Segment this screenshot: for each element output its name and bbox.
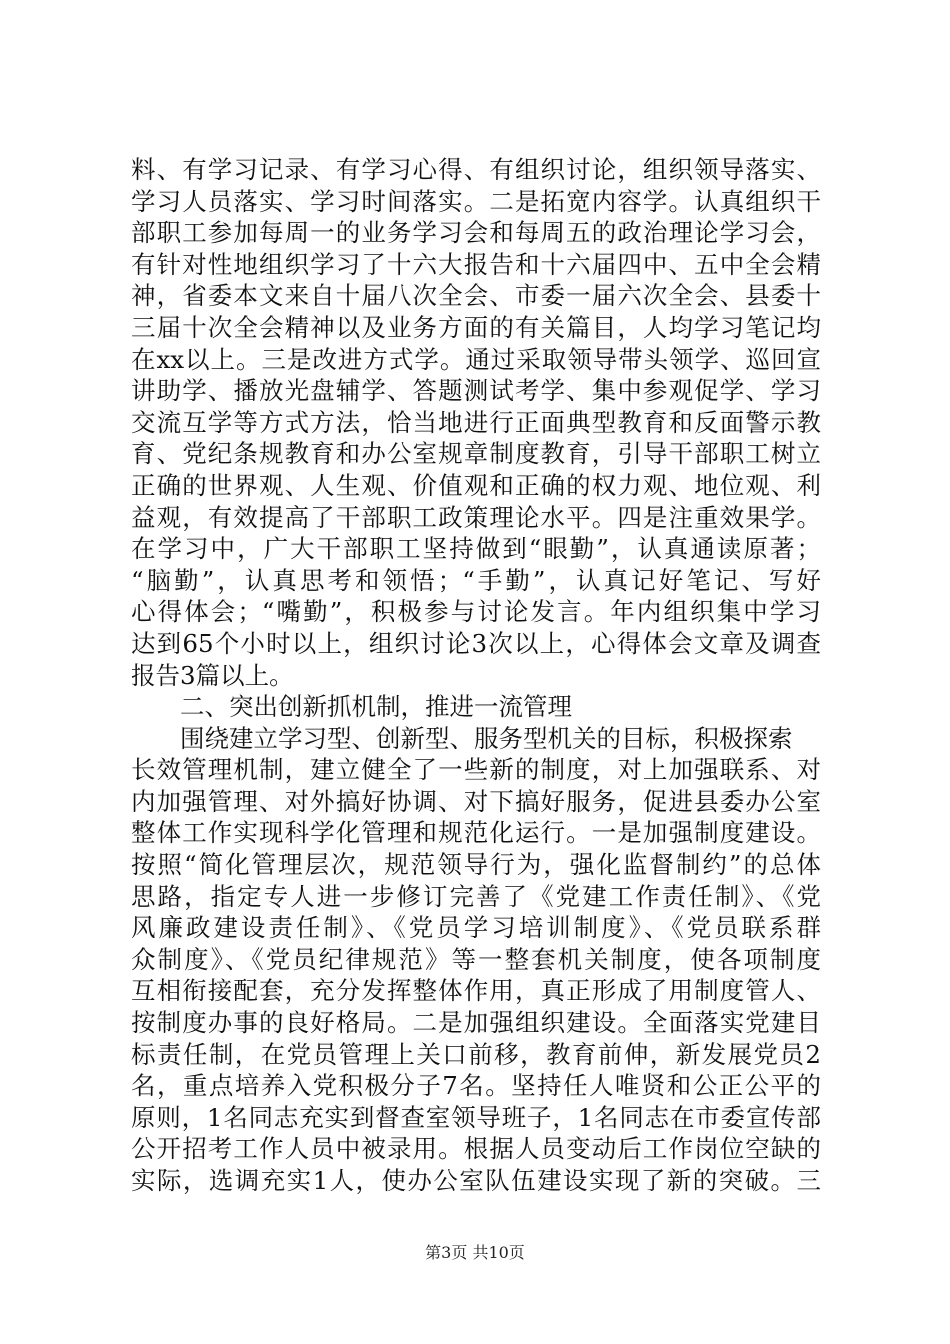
body-line: 按制度办事的良好格局。二是加强组织建设。全面落实党建目 xyxy=(131,1008,821,1038)
section-heading: 二、突出创新抓机制，推进一流管理 xyxy=(180,692,572,722)
body-line: 学习人员落实、学习时间落实。二是拓宽内容学。认真组织干 xyxy=(131,186,821,216)
page-number-footer: 第3页 共10页 xyxy=(425,1243,525,1262)
body-line: 育、党纪条规教育和办公室规章制度教育，引导干部职工树立 xyxy=(131,439,821,469)
body-line: 心得体会；“嘴勤”，积极参与讨论发言。年内组织集中学习 xyxy=(131,597,821,627)
body-line: 思路，指定专人进一步修订完善了《党建工作责任制》、《党 xyxy=(131,881,821,911)
body-line: 众制度》、《党员纪律规范》等一整套机关制度，使各项制度 xyxy=(131,944,821,974)
body-line: 按照“简化管理层次，规范领导行为，强化监督制约”的总体 xyxy=(131,850,821,880)
body-line: 公开招考工作人员中被录用。根据人员变动后工作岗位空缺的 xyxy=(131,1134,821,1164)
body-line: 正确的世界观、人生观、价值观和正确的权力观、地位观、利 xyxy=(131,470,821,500)
body-line: 讲助学、播放光盘辅学、答题测试考学、集中参观促学、学习 xyxy=(131,376,821,406)
body-line: 风廉政建设责任制》、《党员学习培训制度》、《党员联系群 xyxy=(131,913,821,943)
document-body xyxy=(131,154,821,1197)
body-line: 交流互学等方式方法，恰当地进行正面典型教育和反面警示教 xyxy=(131,407,821,437)
body-line: 达到65个小时以上，组织讨论3次以上，心得体会文章及调查 xyxy=(131,628,821,658)
body-line: 围绕建立学习型、创新型、服务型机关的目标，积极探索 xyxy=(180,723,793,753)
body-line: 内加强管理、对外搞好协调、对下搞好服务，促进县委办公室 xyxy=(131,786,821,816)
body-line: 有针对性地组织学习了十六大报告和十六届四中、五中全会精 xyxy=(131,249,821,279)
body-line: 益观，有效提高了干部职工政策理论水平。四是注重效果学。 xyxy=(131,502,821,532)
body-line: 实际，选调充实1人，使办公室队伍建设实现了新的突破。三 xyxy=(131,1166,821,1195)
body-line: 在xx以上。三是改进方式学。通过采取领导带头领学、巡回宣 xyxy=(131,344,821,374)
body-line: 料、有学习记录、有学习心得、有组织讨论，组织领导落实、 xyxy=(131,155,821,184)
body-line: 整体工作实现科学化管理和规范化运行。一是加强制度建设。 xyxy=(131,818,821,848)
body-line: 标责任制，在党员管理上关口前移，教育前伸，新发展党员2 xyxy=(131,1039,821,1069)
body-line: 互相衔接配套，充分发挥整体作用，真正形成了用制度管人、 xyxy=(131,976,821,1006)
body-line: 报告3篇以上。 xyxy=(131,660,294,690)
body-line: 神，省委本文来自十届八次全会、市委一届六次全会、县委十 xyxy=(131,281,821,311)
body-line: 部职工参加每周一的业务学习会和每周五的政治理论学习会， xyxy=(131,218,821,248)
body-line: 在学习中，广大干部职工坚持做到“眼勤”，认真通读原著； xyxy=(131,534,821,564)
body-line: 名，重点培养入党积极分子7名。坚持任人唯贤和公正公平的 xyxy=(131,1071,821,1101)
body-line: “脑勤”，认真思考和领悟；“手勤”，认真记好笔记、写好 xyxy=(131,565,821,595)
body-line: 长效管理机制，建立健全了一些新的制度，对上加强联系、对 xyxy=(131,755,821,785)
body-line: 原则，1名同志充实到督查室领导班子，1名同志在市委宣传部 xyxy=(131,1102,821,1132)
body-line: 三届十次全会精神以及业务方面的有关篇目，人均学习笔记均 xyxy=(131,312,821,342)
